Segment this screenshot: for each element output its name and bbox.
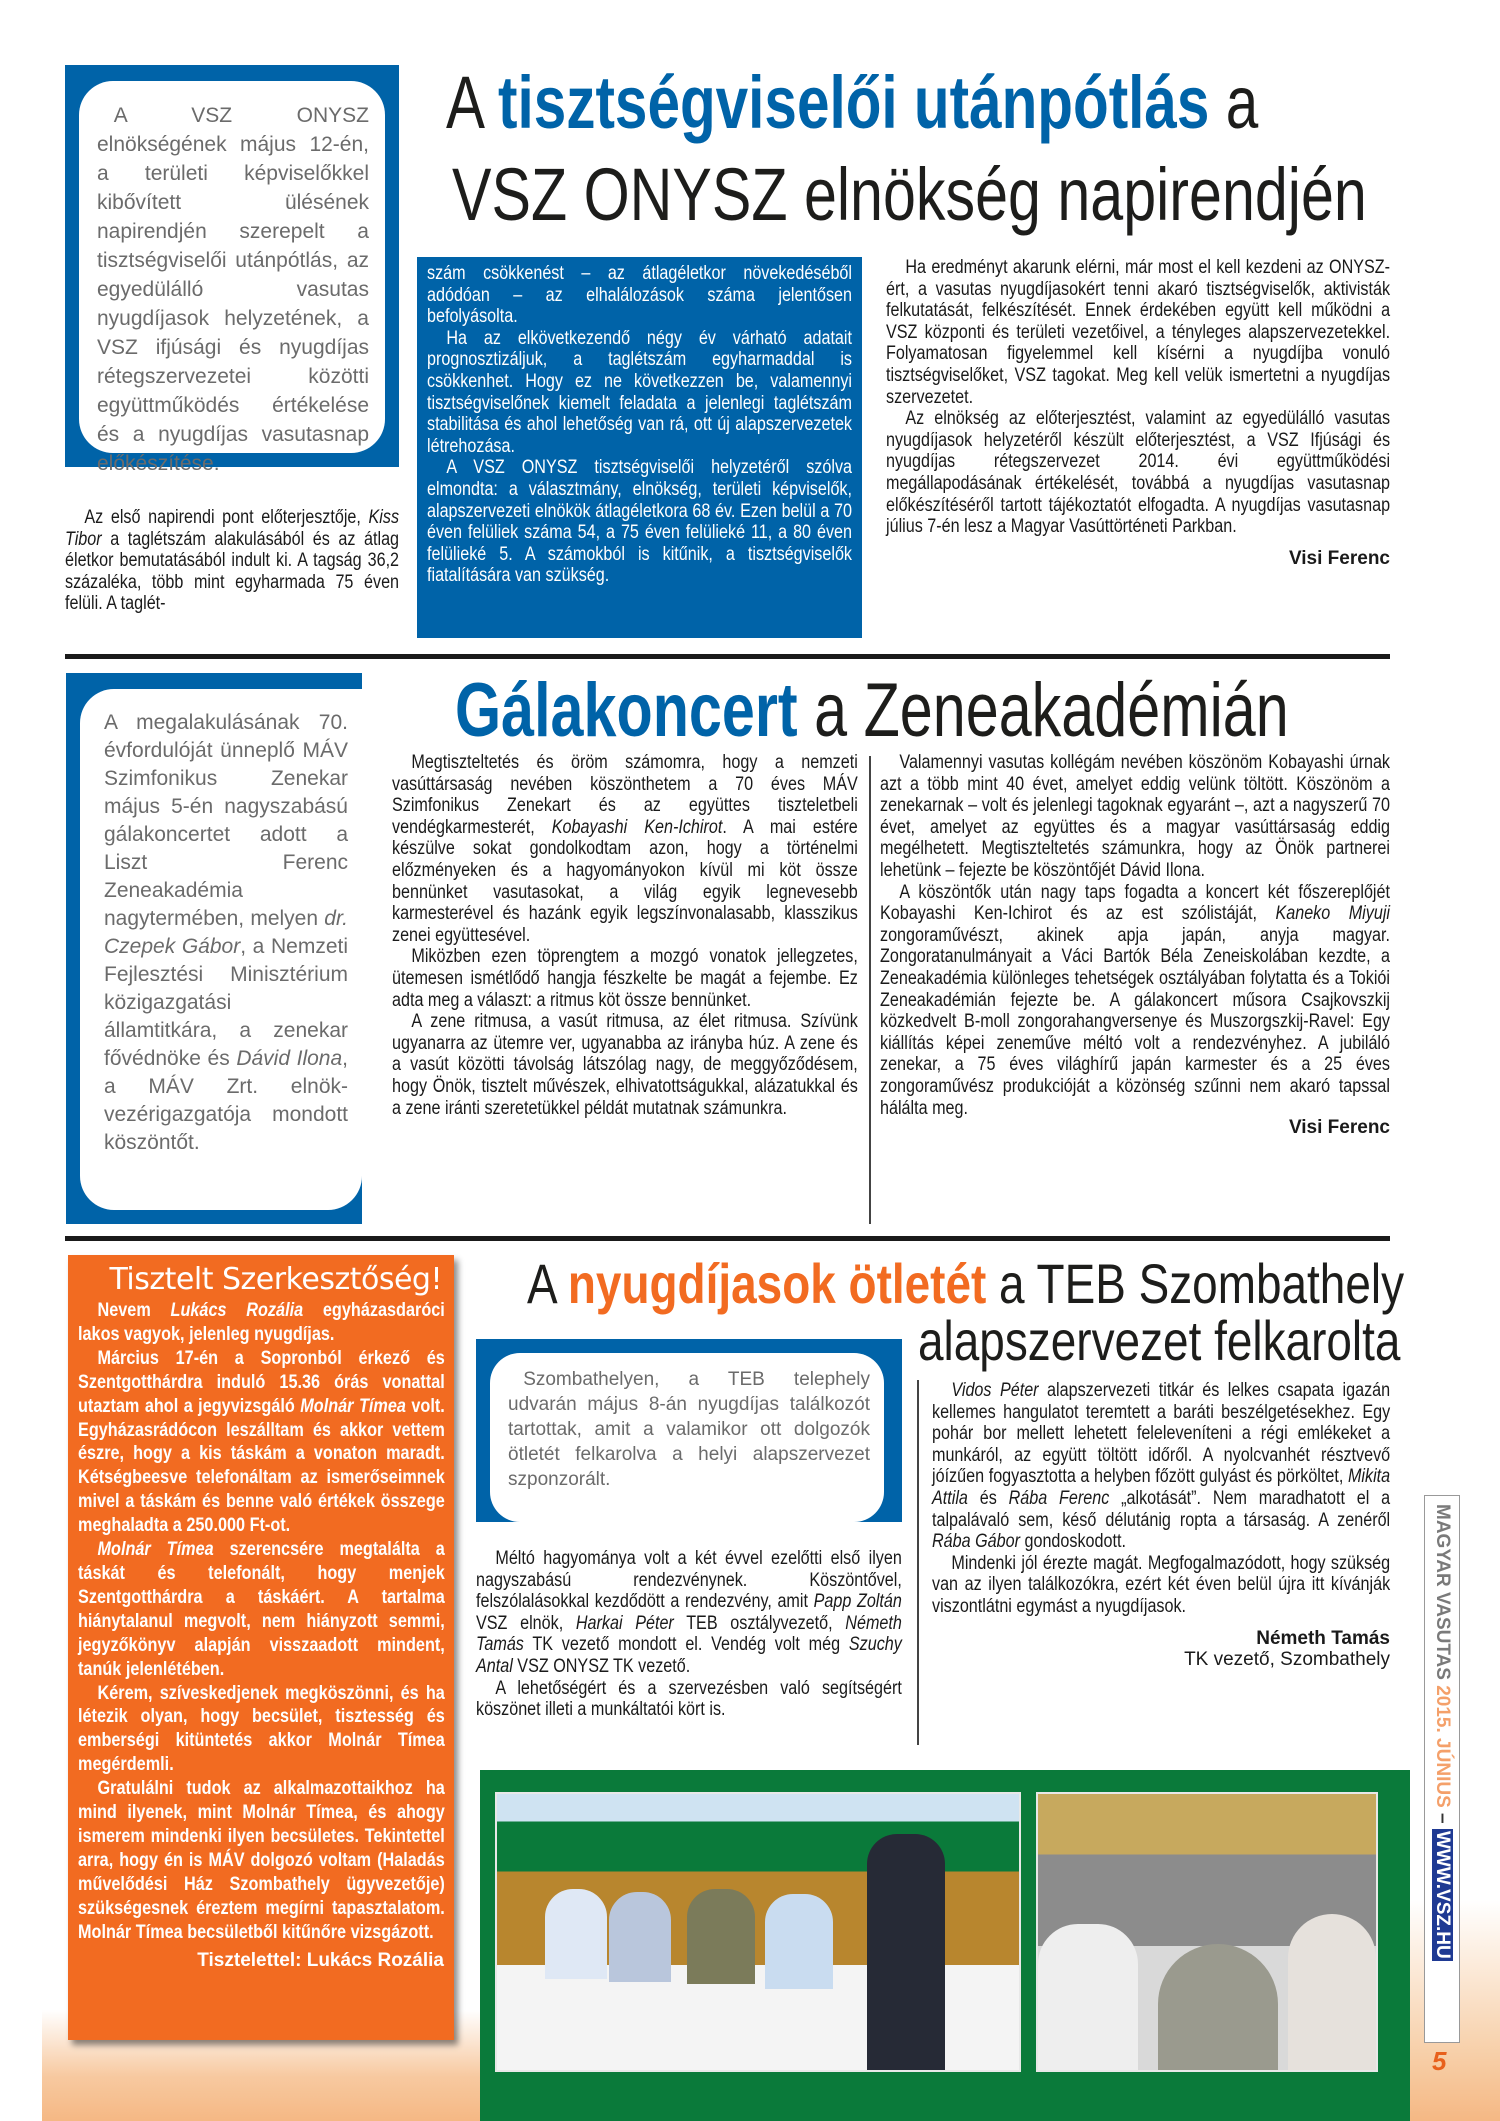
article-column-1 <box>65 507 399 615</box>
paragraph <box>392 752 858 946</box>
text-run: , a MÁV Zrt. elnök-vezérigazgatója mondott köszöntőt. <box>104 1047 348 1154</box>
article-column-2 <box>880 752 1390 1139</box>
person-name: Rába Ferenc <box>1008 1487 1110 1509</box>
paragraphs <box>880 752 1390 1119</box>
text-run: VSZ elnök, <box>476 1612 576 1634</box>
headline-line-2: alapszervezet felkarolta <box>918 1309 1401 1372</box>
headline-line-1 <box>446 58 1258 148</box>
section-divider <box>65 654 1390 659</box>
text-run: Kérem, szíveskedjenek megköszönni, és ha létezik olyan, hogy becsület, tisztesség és emberségi kitüntetés akkor Molnár Tímea megérdemli. <box>78 1682 445 1776</box>
paragraphs <box>392 752 858 1119</box>
event-photo-speakers <box>495 1792 1021 2072</box>
article-column-1 <box>392 752 858 1119</box>
text-run: Március 17-én a Sopronból érkező és Szentgotthárdra induló 15.36 órás vonattal utaztam ahol a jegyvizsgáló <box>78 1347 445 1417</box>
text-run: gondoskodott. <box>1019 1531 1126 1553</box>
text-run: volt. Egyházasrádócon leszálltam és akkor vettem észre, hogy a kis táskám a vonaton maradt. Kétségbeesve telefonáltam az ismerőseimnek mivel a táskám és benne való értékek összege meghaladta a 250.000 Ft-ot. <box>78 1395 445 1537</box>
text-run: A VSZ ONYSZ tisztségviselői helyzetéről szólva elmondta: a választmány, elnökség, területi képviselők, alapszervezeti elnökök átlagéletkora 68 év. Ezen belül a 70 éven felüliek száma 54, a 75 éven felülieké 11, a 80 éven felülieké 5. A számokból is kitűnik, a tisztségviselők fiatalítására van szükség. <box>427 457 852 587</box>
paragraph <box>78 1682 445 1778</box>
paragraph <box>476 1548 902 1678</box>
headline-text: A <box>527 1252 568 1315</box>
headline-text: A <box>446 61 499 144</box>
website-link[interactable]: WWW.VSZ.HU <box>1432 1830 1453 1959</box>
text-run: Az elnökség az előterjesztést, valamint az egyedülálló vasutas nyugdíjasok helyzetéről készült előterjesztést, a VSZ Ifjúsági és nyugdíjas rétegszervezet 2014. évi együttműködési megállapodásának értékelését, továbbá a nyugdíjas vasutasnap előkészítéséről tartott tájékoztatót elfogadta. A nyugdíjas vasutasnap július 7-én lesz a Magyar Vasúttörténeti Parkban. <box>886 408 1391 538</box>
text-run: Méltó hagyománya volt a két évvel ezelőtti első ilyen nagyszabású rendezvénynek. Köszöntővel, felszólalásokkal kezdődött a rendezvény, amit <box>476 1548 902 1613</box>
issue-date: 2015. JÚNIUS <box>1432 1685 1453 1808</box>
text-run: Az első napirendi pont előterjesztője, <box>84 507 369 528</box>
lead-text: A VSZ ONYSZ elnökségének május 12-én, a területi képviselőkkel kibővített ülésének napirendjén szerepelt a tisztségviselői utánpótlás, az egyedülálló vasutas nyugdíjasok helyzetének, a VSZ ifjúsági és nyugdíjas rétegszervezetei közötti együttműködés értékelése és a nyugdíjas vasutasnap előkészítése. <box>97 104 369 475</box>
paragraph <box>427 263 852 328</box>
person-name: Papp Zoltán <box>813 1591 902 1613</box>
photo-panel <box>480 1770 1410 2121</box>
letter-title: Tisztelt Szerkesztőség! <box>109 1262 442 1297</box>
text-run: TK vezető mondott el. Vendég volt még <box>523 1634 849 1656</box>
paragraph <box>427 457 852 587</box>
text-run: A köszöntők után nagy taps fogadta a koncert két főszereplőjét Kobayashi Ken-Ichirot és az est szólistáját, <box>880 881 1390 925</box>
text-run: Nevem <box>97 1300 171 1321</box>
highlight-column <box>417 257 862 638</box>
text-run: szerencsére megtalálta a táskát és telefonált, hogy menjek Szentgotthárdra a táskáért. A tartalma hiánytalanul megvolt, nem hiányzott semmi, jegyzőkönyv alapján visszaadott mindent, tanúk jelenlétében. <box>78 1539 445 1680</box>
text-run: Valamennyi vasutas kollégám nevében köszönöm Kobayashi úrnak azt a több mint 40 évet, amelyet eddig velünk töltött. Köszönöm a zenekarnak – volt és jelenlegi tagoknak egyaránt –, azt a nagyszerű 70 évet, amelyet az együttes és a magyar vasúttársaság eddig megélhetett. Megtiszteltetés számunkra, hogy az Önök partnerei lehetünk – fejezte be köszöntőjét Dávid Ilona. <box>880 752 1390 881</box>
speaker-figure <box>867 1834 945 2070</box>
article-column-3 <box>886 257 1390 569</box>
publication-name: MAGYAR VASUTAS <box>1432 1504 1453 1680</box>
headline-text: a Zeneakadémián <box>797 668 1289 753</box>
column-divider <box>917 1380 919 1745</box>
paragraphs <box>932 1380 1390 1618</box>
publication-sidebar <box>1424 1495 1460 2043</box>
author-role: TK vezető, Szombathely <box>1184 1649 1390 1671</box>
headline-highlight: tisztségviselői utánpótlás <box>498 61 1210 144</box>
paragraph <box>65 507 399 615</box>
person-figure <box>765 1894 833 1989</box>
person-figure <box>687 1889 755 1984</box>
text-run: Megtiszteltetés és öröm számomra, hogy a nemzeti vasúttársaság nevében köszönthetem a 70 éves MÁV Szimfonikus Zenekart és az együttes tiszteletbeli vendégkarmesterét, <box>392 752 858 838</box>
text-run: a taglétszám alakulásából és az átlag életkor bemutatásából indult ki. A tagság 36,2 százaléka, több mint egyharmada 75 éven felüli. A taglét- <box>65 528 400 615</box>
person-name: Kobayashi Ken-Ichirot <box>551 816 723 838</box>
person-name: Harkai Péter <box>575 1612 674 1634</box>
text-run: szám csökkenést – az átlagéletkor növekedéséből adódóan – az elhalálozások száma jelentősen befolyásolta. <box>427 263 852 328</box>
paragraph <box>78 1777 445 1944</box>
article-column-1 <box>476 1548 902 1721</box>
section-divider <box>65 1236 1390 1241</box>
headline-highlight: nyugdíjasok ötletét <box>567 1252 987 1315</box>
text-run: . A mai estére készülve sokat gondolkodtam azon, hogy a történelmi előzményeken és a hagyományokon kívül mi köt össze bennünket vasutasokat, a világ egyik legnevesebb karmesterével és hazánk egyik legszínvonalasabb, klasszikus zenei együttesével. <box>392 816 858 946</box>
headline-highlight: Gálakoncert <box>455 668 798 753</box>
paragraph <box>392 946 858 1011</box>
paragraph <box>880 752 1390 882</box>
sidebar-text <box>1425 1496 1459 1961</box>
person-name: Kaneko Miyuji <box>1275 903 1390 925</box>
paragraph <box>78 1538 445 1681</box>
person-name: Kiss Tibor <box>65 507 400 550</box>
paragraph <box>886 408 1390 538</box>
lead-box <box>65 65 399 475</box>
headline-text: a <box>1209 61 1259 144</box>
author: Németh Tamás <box>1256 1627 1390 1649</box>
lead-text: Szombathelyen, a TEB telephely udvarán május 8-án nyugdíjas találkozót tartottak, amit a valamikor ott dolgozók ötletét felkarolva a helyi alapszervezet szponzorált. <box>508 1369 870 1490</box>
paragraph <box>78 1299 445 1347</box>
paragraph <box>932 1380 1390 1553</box>
person-figure <box>609 1892 671 1982</box>
headline <box>455 666 1289 756</box>
person-name: Molnár Tímea <box>97 1539 214 1561</box>
person-figure <box>545 1889 607 1979</box>
author: Visi Ferenc <box>1288 1117 1390 1139</box>
person-name: Dávid Ilona <box>236 1047 343 1070</box>
paragraph <box>427 328 852 458</box>
text-run: alapszervezeti titkár és lelkes csapata igazán kellemes hangulatot teremtett a baráti beszélgetésekhez. Egy pohár bor mellett lehetett feleleveníteni a régi emlékeket a munkáról, az együtt töltött időről. A nyolcvanhét résztvevő jóízűen fogyasztotta a helyben főzött gulyást és pörköltet, <box>932 1380 1391 1488</box>
author: Visi Ferenc <box>1288 547 1390 569</box>
text-run: TEB osztályvezető, <box>673 1612 846 1634</box>
text-run: VSZ ONYSZ TK vezető. <box>512 1655 691 1677</box>
text-run: „alkotását”. Nem maradhatott el a talpalávaló sem, késő délutánig ropta a társaság. A zenéről <box>932 1487 1391 1531</box>
paragraph <box>392 1011 858 1119</box>
separator: – <box>1432 1813 1453 1824</box>
column-divider <box>869 756 871 1224</box>
page-number: 5 <box>1432 2046 1447 2076</box>
text-run: Mindenki jól érezte magát. Megfogalmazódott, hogy szükség van az ilyen találkozókra, ezért két éven belül újra itt kívánják viszontlátni egymást a nyugdíjasok. <box>932 1552 1391 1617</box>
text-run: Miközben ezen töprengtem a mozgó vonatok jellegzetes, ütemesen ismétlődő hangja fészkelte be magát a fejembe. Ez adta meg a választ: a ritmus köt össze bennünket. <box>392 946 858 1011</box>
headline-text: a TEB Szombathely <box>986 1252 1405 1315</box>
person-name: Vidos Péter <box>951 1380 1039 1401</box>
headline-line-2: VSZ ONYSZ elnökség napirendjén <box>452 153 1367 236</box>
paragraph <box>476 1678 902 1721</box>
person-name: Lukács Rozália <box>170 1300 304 1321</box>
text-run: és <box>967 1487 1009 1509</box>
lead-text <box>80 689 362 1157</box>
event-photo-audience <box>1036 1792 1378 2072</box>
text-run: A megalakulásának 70. évfordulóját ünneplő MÁV Szimfonikus Zenekar május 5-én nagyszabású gálakoncertet adott a Liszt Ferenc Zeneakadémia nagytermében, melyen <box>104 711 348 930</box>
text-run: , a Nemzeti Fejlesztési Minisztérium közigazgatási államtitkára, a zenekar fővédnöke és <box>104 935 348 1070</box>
text-run: zongoraművészt, akinek apja japán, anyja magyar. Zongoratanulmányait a Váci Bartók Béla Zeneiskolában kezdte, a Zeneakadémia különleges tehetségek osztályában folytatta és a Tokiói Zeneakadémián fejezte be. A gálakoncert műsora Csajkovszkij közkedvelt B-moll zongorahangversenye és Muszorgszkij-Ravel: Egy kiállítás képei zeneműve méltó volt a rendezvényhez. A jubiláló zenekar, a 75 éves világhírű japán karmester és a 25 éves zongoraművész produkcióját a közönség szűnni nem akaró tapssal hálálta meg. <box>880 924 1390 1119</box>
lead-box <box>66 673 362 1224</box>
text-run: egyházasdaróci lakos vagyok, jelenleg nyugdíjas. <box>78 1300 445 1345</box>
text-run: Ha eredményt akarunk elérni, már most el kell kezdeni az ONYSZ-ért, a vasutas nyugdíjasokért tenni akaró tisztségviselők, aktivisták felkutatását, felkészítését. Ennek érdekében együtt kell működni a VSZ központi és területi vezetőivel, a tényleges alapszervezetekkel. Folyamatosan figyelemmel kell kísérni a nyugdíjba vonuló tisztségviselőket, VSZ tagokat. Meg kell velük ismertetni a nyugdíjas szervezetet. <box>886 257 1391 408</box>
letter-signature: Tisztelettel: Lukács Rozália <box>197 1950 444 1972</box>
paragraphs <box>427 263 852 587</box>
person-name: Molnár Tímea <box>300 1395 406 1417</box>
paragraphs <box>65 507 399 615</box>
person-name: Németh Tamás <box>476 1612 902 1656</box>
person-name: dr. Czepek Gábor <box>104 907 348 958</box>
article-column-2 <box>932 1380 1390 1671</box>
person-figure <box>1288 1914 1376 2070</box>
paragraph <box>880 882 1390 1120</box>
person-figure <box>1038 1924 1138 2070</box>
person-figure <box>1158 1944 1278 2070</box>
paragraph <box>932 1553 1390 1618</box>
paragraphs <box>886 257 1390 538</box>
letter-box <box>68 1255 454 2040</box>
headline-line-1 <box>527 1252 1405 1315</box>
person-name: Szuchy Antal <box>476 1634 902 1677</box>
person-name: Rába Gábor <box>932 1531 1020 1553</box>
paragraph <box>78 1347 445 1538</box>
paragraphs <box>476 1548 902 1721</box>
text-run: Ha az elkövetkezendő négy év várható adatait prognosztizáljuk, a taglétszám egyharmaddal is csökkenhet. Hogy ez ne következzen be, valamennyi tisztségviselőnek kiemelt feladata a jelenlegi taglétszám stabilitása és ahol lehetőség van rá, ott új alapszervezetek létrehozása. <box>427 327 852 457</box>
lead-box <box>476 1339 902 1522</box>
paragraphs <box>78 1299 445 1944</box>
paragraph <box>886 257 1390 408</box>
text-run: A lehetőségért és a szervezésben való segítségért köszönet illeti a munkáltatói kört is. <box>476 1677 902 1721</box>
text-run: Gratulálni tudok az alkalmazottaikhoz ha mind ilyenek, mint Molnár Tímea, és ahogy ismerem mindenki ilyen becsületes. Tekintettel arra, hogy én is MÁV dolgozó voltam (Haladás művelődési Ház Szombathely ügyvezetője) szükségesnek éreztem megírni tapasztalatom. Molnár Tímea becsületből kitűnőre vizsgázott. <box>78 1778 445 1943</box>
text-run: A zene ritmusa, a vasút ritmusa, az élet ritmusa. Szívünk ugyanarra az ütemre ver, ugyanabba az irányba húz. A zene és a vasút közötti távolság látszólag nagy, de meggyőződésem, hogy Önök, tisztelt művészek, elhivatottságukkal, alázatukkal és a zene iránti szeretetükkel példát mutatnak számunkra. <box>392 1011 858 1119</box>
person-name: Mikita Attila <box>932 1466 1391 1509</box>
